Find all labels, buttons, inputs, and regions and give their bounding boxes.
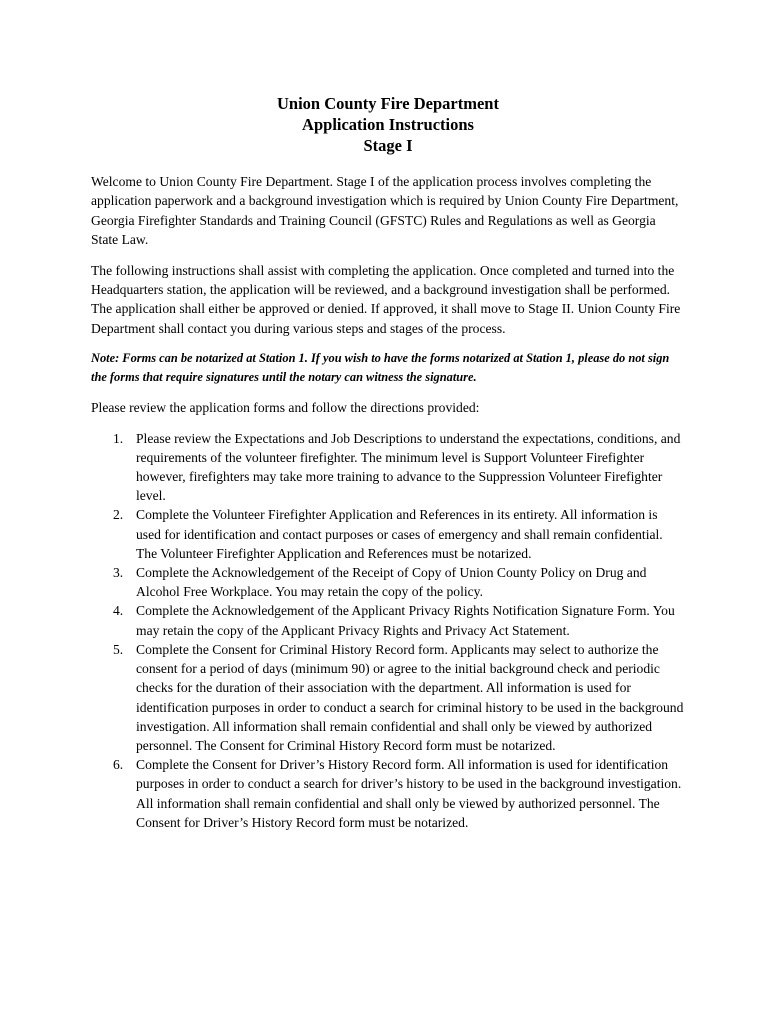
list-item-number: 1. (113, 430, 124, 446)
list-item-number: 6. (113, 757, 124, 773)
list-item (91, 429, 685, 506)
list-item-number: 2. (113, 507, 124, 523)
review-intro: Please review the application forms and follow the directions provided: (91, 400, 480, 416)
list-item (91, 563, 685, 601)
list-item-number: 3. (113, 565, 124, 581)
list-item (91, 755, 685, 832)
document-title (91, 93, 685, 156)
list-item-text: Complete the Consent for Criminal History Record form. Applicants may select to authorize the consent for a period of days (minimum 90) or agree to the initial background check and periodic checks for the duration of their association with the department. All information is used for identification purposes in order to conduct a search for criminal history to be used in the background investigation. All information shall remain confidential and shall only be viewed by authorized personnel. The Consent for Criminal History Record form must be notarized. (136, 641, 684, 753)
title-line-subject: Application Instructions (302, 115, 474, 134)
instructions-paragraph: The following instructions shall assist with completing the application. Once completed and turned into the Headquarters station, the application will be reviewed, and a background investigation shall be performed. The application shall either be approved or denied. If approved, it shall move to Stage II. Union County Fire Department shall contact you during various steps and stages of the process. (91, 262, 681, 336)
steps-list (91, 429, 685, 832)
document-page (91, 93, 685, 832)
list-item-text: Complete the Consent for Driver’s History Record form. All information is used for identification purposes in order to conduct a search for driver’s history to be used in the background investigation. All information shall remain confidential and shall only be viewed by authorized personnel. The Consent for Driver’s History Record form must be notarized. (136, 757, 682, 830)
list-item-number: 4. (113, 603, 124, 619)
list-item (91, 640, 685, 755)
welcome-paragraph: Welcome to Union County Fire Department. Stage I of the application process involves completing the application paperwork and a background investigation which is required by Union County Fire Department, Georgia Firefighter Standards and Training Council (GFSTC) Rules and Regulations as well as Georgia State Law. (91, 174, 679, 248)
list-item-text: Complete the Acknowledgement of the Receipt of Copy of Union County Policy on Drug and Alcohol Free Workplace. You may retain the copy of the policy. (136, 565, 647, 600)
list-item (91, 601, 685, 639)
title-line-stage: Stage I (363, 136, 413, 155)
list-item-text: Complete the Volunteer Firefighter Application and References in its entirety. All information is used for identification and contact purposes or cases of emergency and shall remain confidential. The Volunteer Firefighter Application and References must be notarized. (136, 507, 663, 561)
list-item-text: Complete the Acknowledgement of the Applicant Privacy Rights Notification Signature Form. You may retain the copy of the Applicant Privacy Rights and Privacy Act Statement. (136, 603, 675, 638)
list-item (91, 505, 685, 563)
title-line-organization: Union County Fire Department (277, 94, 499, 113)
list-item-number: 5. (113, 641, 124, 657)
notary-note: Note: Forms can be notarized at Station 1. If you wish to have the forms notarized at Station 1, please do not sign the forms that require signatures until the notary can witness the signature. (91, 351, 670, 384)
list-item-text: Please review the Expectations and Job Descriptions to understand the expectations, conditions, and requirements of the volunteer firefighter. The minimum level is Support Volunteer Firefighter however, firefighters may take more training to advance to the Suppression Volunteer Firefighter level. (136, 430, 681, 504)
